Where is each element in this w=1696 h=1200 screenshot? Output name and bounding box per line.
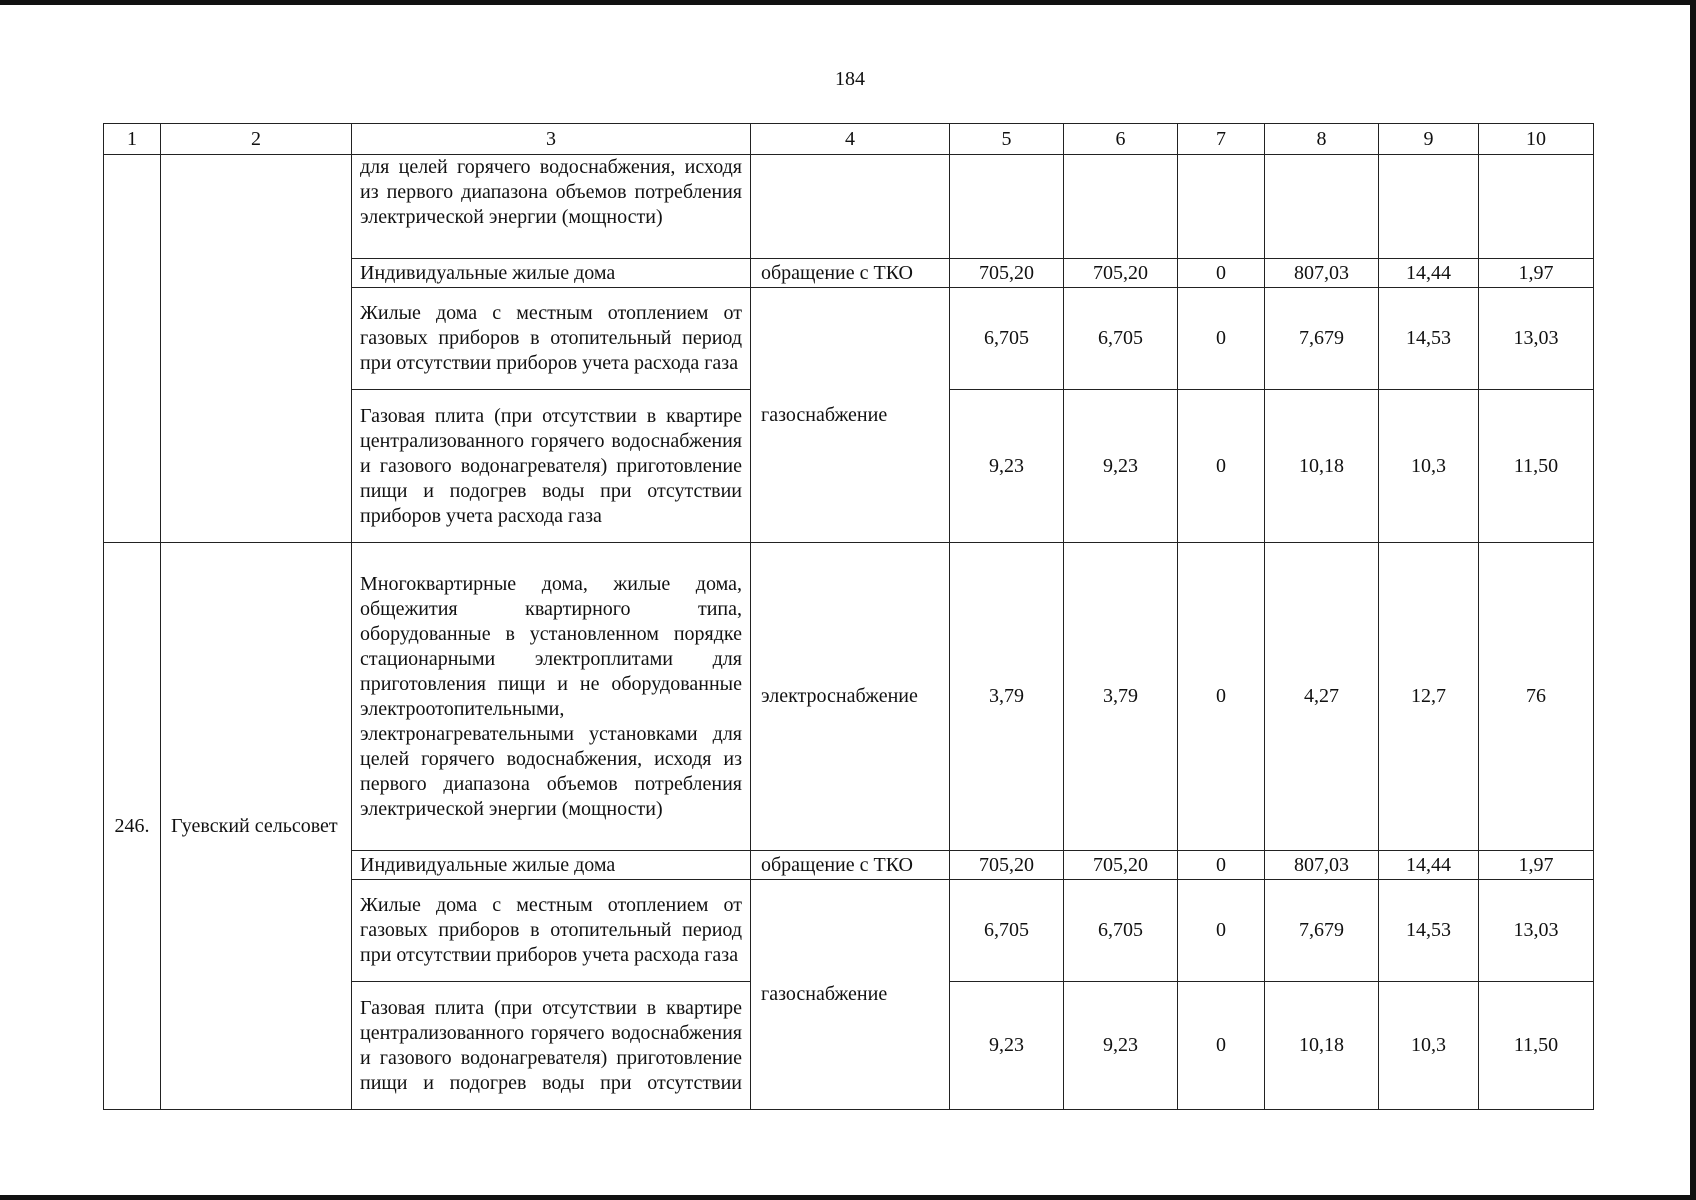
column-header: 10: [1479, 124, 1594, 155]
table-row: [104, 155, 1594, 259]
value-cell: 13,03: [1479, 880, 1594, 982]
value-cell: 3,79: [950, 543, 1064, 851]
value-cell: 11,50: [1479, 982, 1594, 1110]
category-cell: Индивидуальные жилые дома: [352, 851, 751, 880]
value-cell: 1,97: [1479, 851, 1594, 880]
value-cell: 3,79: [1064, 543, 1178, 851]
value-cell: [1479, 155, 1594, 259]
value-cell: 0: [1178, 390, 1265, 543]
value-cell: [950, 155, 1064, 259]
value-cell: 14,53: [1379, 288, 1479, 390]
value-cell: 6,705: [950, 288, 1064, 390]
value-cell: 6,705: [1064, 288, 1178, 390]
value-cell: 0: [1178, 851, 1265, 880]
value-cell: [1379, 155, 1479, 259]
value-cell: 10,3: [1379, 390, 1479, 543]
value-cell: 807,03: [1265, 259, 1379, 288]
value-cell: 705,20: [1064, 259, 1178, 288]
column-header: 2: [161, 124, 352, 155]
value-cell: 0: [1178, 259, 1265, 288]
value-cell: 7,679: [1265, 880, 1379, 982]
category-cell: Многоквартирные дома, жилые дома, общежития квартирного типа, оборудованные в установленном порядке стационарными электроплитами для приготовления пищи и не оборудованные электроотопительными, электронагревательными установками для целей горячего водоснабжения, исходя из первого диапазона объемов потребления электрической энергии (мощности): [352, 543, 751, 851]
settlement-name-cell: [161, 155, 352, 543]
value-cell: 10,18: [1265, 390, 1379, 543]
category-cell: Жилые дома с местным отоплением от газовых приборов в отопительный период при отсутствии приборов учета расхода газа: [352, 288, 751, 390]
value-cell: [1265, 155, 1379, 259]
service-cell: обращение с ТКО: [751, 851, 950, 880]
value-cell: 0: [1178, 543, 1265, 851]
column-header: 6: [1064, 124, 1178, 155]
table-row: [104, 543, 1594, 851]
value-cell: 0: [1178, 288, 1265, 390]
page-number: 184: [835, 68, 865, 90]
column-number-row: [104, 124, 1594, 155]
value-cell: 705,20: [1064, 851, 1178, 880]
service-cell: газоснабжение: [751, 288, 950, 543]
value-cell: [1064, 155, 1178, 259]
scan-edge-right: [1690, 0, 1696, 1200]
value-cell: 14,44: [1379, 851, 1479, 880]
service-cell: газоснабжение: [751, 880, 950, 1110]
column-header: 1: [104, 124, 161, 155]
value-cell: 14,44: [1379, 259, 1479, 288]
service-cell: электроснабжение: [751, 543, 950, 851]
category-cell: Индивидуальные жилые дома: [352, 259, 751, 288]
value-cell: 0: [1178, 880, 1265, 982]
scan-edge-top: [0, 0, 1696, 5]
settlement-number-cell: [104, 155, 161, 543]
value-cell: 7,679: [1265, 288, 1379, 390]
scan-edge-bottom: [0, 1195, 1696, 1200]
column-header: 7: [1178, 124, 1265, 155]
value-cell: 10,3: [1379, 982, 1479, 1110]
value-cell: 9,23: [1064, 982, 1178, 1110]
column-header: 3: [352, 124, 751, 155]
value-cell: 807,03: [1265, 851, 1379, 880]
value-cell: 0: [1178, 982, 1265, 1110]
value-cell: 12,7: [1379, 543, 1479, 851]
column-header: 4: [751, 124, 950, 155]
value-cell: 4,27: [1265, 543, 1379, 851]
tariff-table: [103, 123, 1594, 1110]
value-cell: 6,705: [950, 880, 1064, 982]
value-cell: 1,97: [1479, 259, 1594, 288]
value-cell: 14,53: [1379, 880, 1479, 982]
value-cell: 9,23: [950, 390, 1064, 543]
column-header: 9: [1379, 124, 1479, 155]
value-cell: 10,18: [1265, 982, 1379, 1110]
category-cell: для целей горячего водоснабжения, исходя из первого диапазона объемов потребления электрической энергии (мощности): [352, 155, 751, 259]
service-cell: обращение с ТКО: [751, 259, 950, 288]
value-cell: 705,20: [950, 259, 1064, 288]
column-header: 5: [950, 124, 1064, 155]
value-cell: 9,23: [950, 982, 1064, 1110]
category-cell: Жилые дома с местным отоплением от газовых приборов в отопительный период при отсутствии приборов учета расхода газа: [352, 880, 751, 982]
value-cell: 705,20: [950, 851, 1064, 880]
service-cell: [751, 155, 950, 259]
value-cell: 6,705: [1064, 880, 1178, 982]
value-cell: 13,03: [1479, 288, 1594, 390]
settlement-number-cell: 246.: [104, 543, 161, 1110]
category-cell: Газовая плита (при отсутствии в квартире централизованного горячего водоснабжения и газового водонагревателя) приготовление пищи и подогрев воды при отсутствии: [352, 982, 751, 1110]
settlement-name-cell: Гуевский сельсовет: [161, 543, 352, 1110]
value-cell: 9,23: [1064, 390, 1178, 543]
category-cell: Газовая плита (при отсутствии в квартире централизованного горячего водоснабжения и газового водонагревателя) приготовление пищи и подогрев воды при отсутствии приборов учета расхода газа: [352, 390, 751, 543]
value-cell: 11,50: [1479, 390, 1594, 543]
value-cell: [1178, 155, 1265, 259]
value-cell: 76: [1479, 543, 1594, 851]
column-header: 8: [1265, 124, 1379, 155]
